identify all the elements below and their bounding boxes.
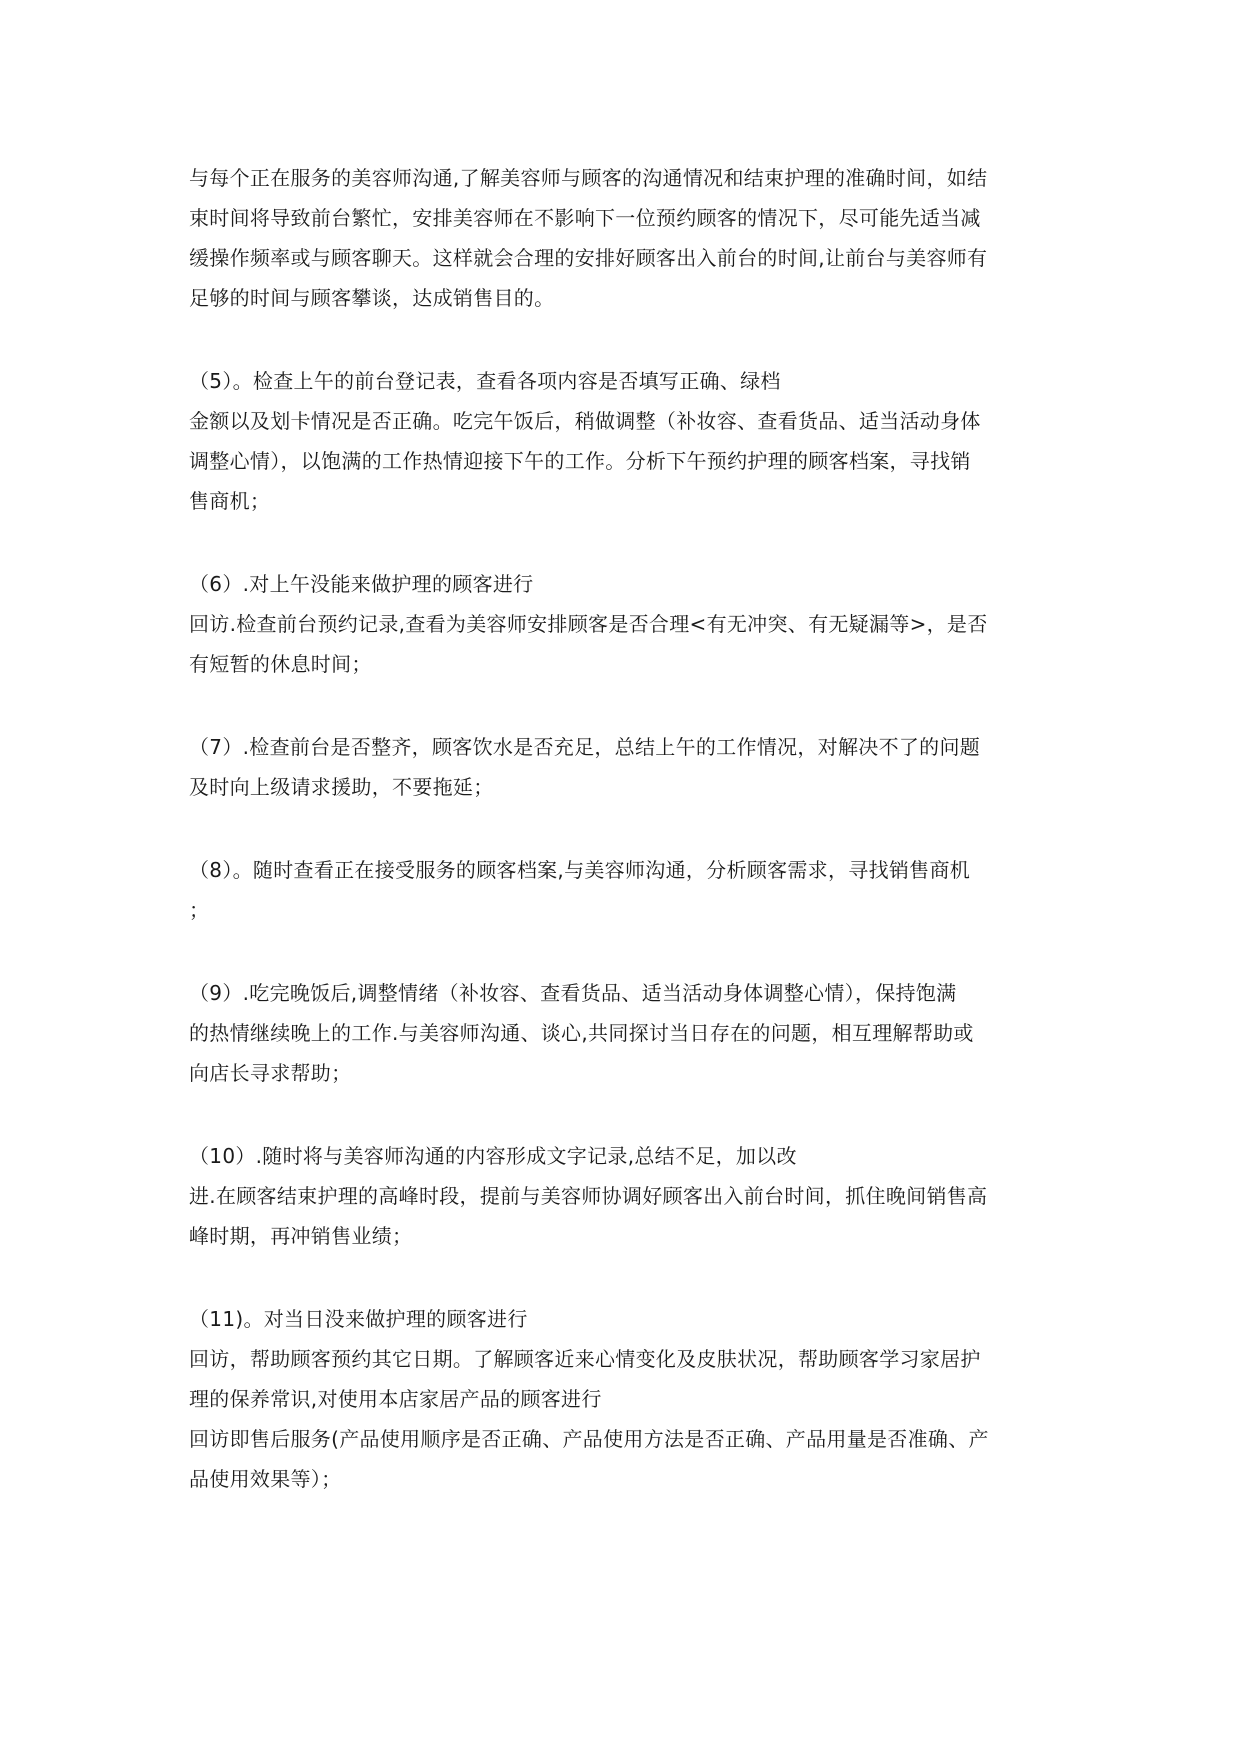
text-line: 品使用效果等）；: [189, 1467, 342, 1491]
text-line: 理的保养常识,对使用本店家居产品的顾客进行: [189, 1387, 602, 1411]
text-line: 及时向上级请求援助，不要拖延；: [189, 775, 494, 799]
paragraph-item-7: [189, 727, 1069, 807]
text-line: 调整心情），以饱满的工作热情迎接下午的工作。分析下午预约护理的顾客档案，寻找销: [189, 449, 971, 473]
text-line: 束时间将导致前台繁忙，安排美容师在不影响下一位预约顾客的情况下，尽可能先适当减: [189, 206, 981, 230]
paragraph-item-6: [189, 564, 1069, 684]
text-line: ；: [189, 898, 210, 922]
text-line: 峰时期，再冲销售业绩；: [189, 1224, 413, 1248]
text-line: 向店长寻求帮助；: [189, 1061, 352, 1085]
text-line: 售商机；: [189, 489, 271, 513]
text-line: （10）.随时将与美容师沟通的内容形成文字记录,总结不足，加以改: [189, 1144, 797, 1168]
text-line: 进.在顾客结束护理的高峰时段，提前与美容师协调好顾客出入前台时间，抓住晚间销售高: [189, 1184, 988, 1208]
text-line: 与每个正在服务的美容师沟通,了解美容师与顾客的沟通情况和结束护理的准确时间，如结: [189, 166, 988, 190]
text-line: 有短暂的休息时间；: [189, 652, 372, 676]
paragraph-item-9: [189, 973, 1069, 1093]
text-line: （8）。随时查看正在接受服务的顾客档案,与美容师沟通，分析顾客需求，寻找销售商机: [189, 858, 971, 882]
text-line: 金额以及划卡情况是否正确。吃完午饭后，稍做调整（补妆容、查看货品、适当活动身体: [189, 409, 981, 433]
text-line: 的热情继续晚上的工作.与美容师沟通、谈心,共同探讨当日存在的问题，相互理解帮助或: [189, 1021, 974, 1045]
text-line: （5）。检查上午的前台登记表，查看各项内容是否填写正确、绿档: [189, 369, 781, 393]
paragraph-item-5: [189, 361, 1069, 521]
text-line: 足够的时间与顾客攀谈，达成销售目的。: [189, 286, 555, 310]
paragraph-item-8: [189, 850, 1069, 930]
paragraph-item-10: [189, 1136, 1069, 1256]
text-line: 回访即售后服务(产品使用顺序是否正确、产品使用方法是否正确、产品用量是否准确、产: [189, 1427, 989, 1451]
text-line: （7）.检查前台是否整齐，顾客饮水是否充足，总结上午的工作情况，对解决不了的问题: [189, 735, 981, 759]
text-line: （9）.吃完晚饭后,调整情绪（补妆容、查看货品、适当活动身体调整心情），保持饱满: [189, 981, 957, 1005]
document-body: [189, 158, 1069, 1542]
text-line: （11)。对当日没来做护理的顾客进行: [189, 1307, 528, 1331]
text-line: 回访.检查前台预约记录,查看为美容师安排顾客是否合理<有无冲突、有无疑漏等>，是否: [189, 612, 988, 636]
text-line: （6）.对上午没能来做护理的顾客进行: [189, 572, 534, 596]
paragraph-item-11: [189, 1299, 1069, 1499]
text-line: 缓操作频率或与顾客聊天。这样就会合理的安排好顾客出入前台的时间,让前台与美容师有: [189, 246, 988, 270]
paragraph-intro: [189, 158, 1069, 318]
text-line: 回访，帮助顾客预约其它日期。了解顾客近来心情变化及皮肤状况，帮助顾客学习家居护: [189, 1347, 981, 1371]
